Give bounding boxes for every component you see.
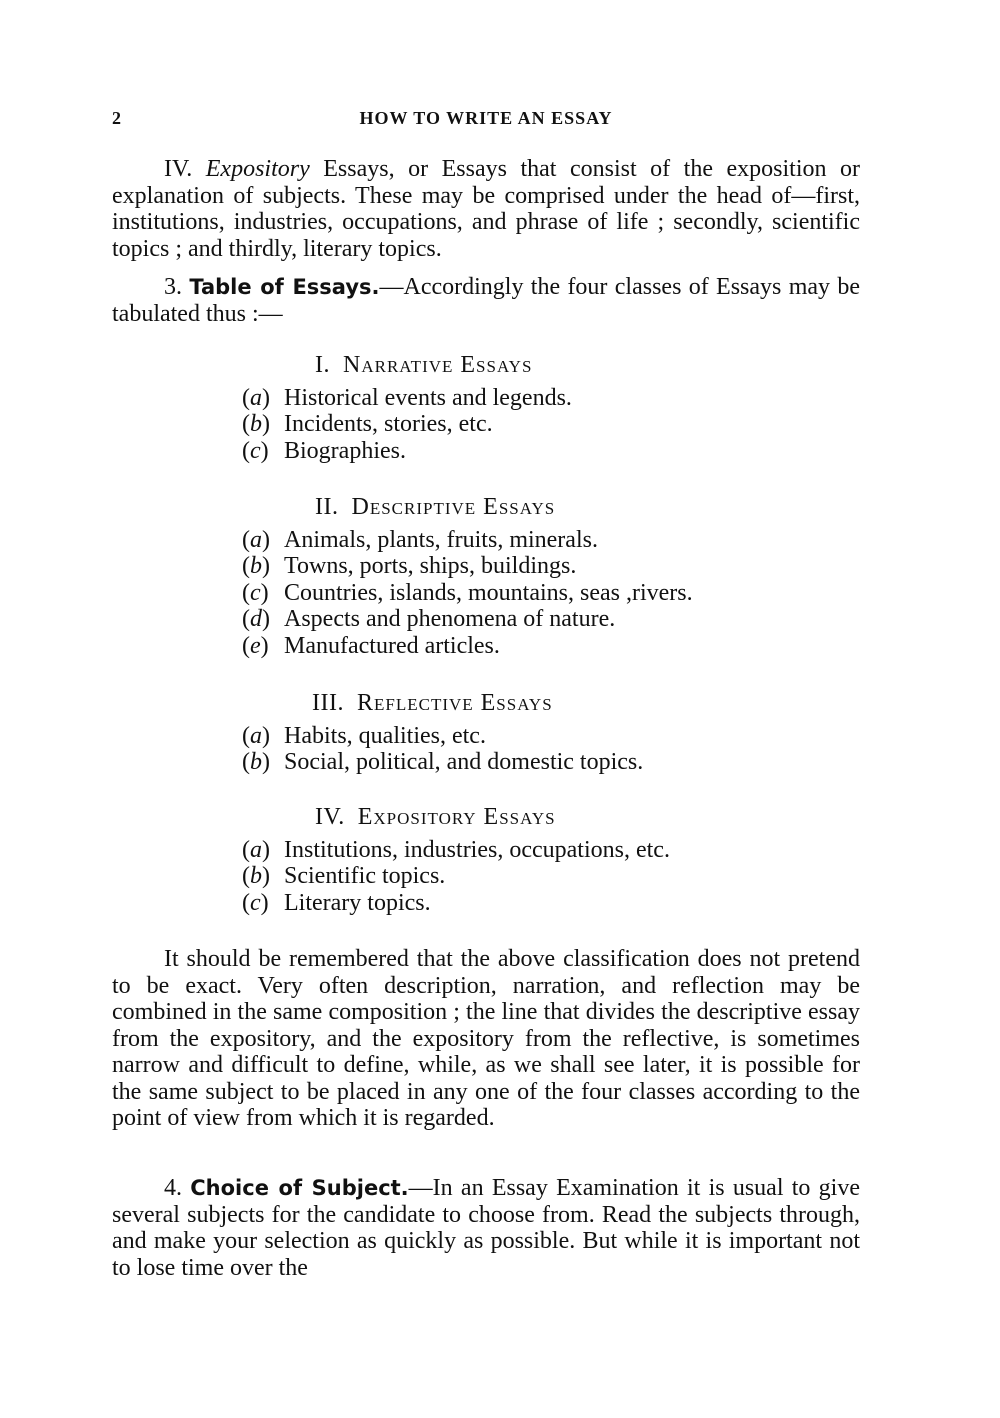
list-item: (d) Aspects and phenomena of nature. (242, 606, 616, 632)
list-item: (c) Biographies. (242, 437, 406, 464)
section-heading: Choice of Subject. (190, 1176, 409, 1200)
list-item: (c) Literary topics. (242, 889, 431, 916)
class-numeral: I. (315, 352, 330, 378)
item-letter: a (250, 526, 262, 553)
list-item: (b) Scientific topics. (242, 863, 446, 889)
class-term: Expository (205, 156, 310, 182)
essay-class-descriptive (242, 494, 842, 659)
page-number: 2 (112, 108, 122, 128)
section-number: 4. (164, 1175, 182, 1201)
item-letter: b (250, 863, 262, 889)
item-letter: b (250, 411, 262, 437)
item-letter: c (250, 579, 261, 606)
essay-class-narrative (242, 352, 842, 464)
item-letter: a (250, 384, 262, 411)
paragraph-text: Essays, or Essays that consist of the exposition or explanation of subjects. These may be comprised under the head of—first, institutions, industries, occupations, and phrase of life ; secondly, scientific topics ; and thirdly, literary topics. (112, 156, 860, 262)
list-item: (b) Social, political, and domestic topics. (242, 749, 644, 775)
section-heading: Table of Essays. (189, 275, 380, 299)
class-numeral: III. (312, 690, 344, 716)
list-item: (a) Habits, qualities, etc. (242, 722, 486, 749)
item-letter: c (250, 889, 261, 916)
class-heading (242, 494, 842, 521)
item-text: Animals, plants, fruits, minerals. (284, 526, 598, 553)
item-text: Incidents, stories, etc. (284, 411, 493, 437)
running-title: HOW TO WRITE AN ESSAY (359, 108, 613, 128)
list-item: (c) Countries, islands, mountains, seas ,rivers. (242, 579, 693, 606)
item-letter: a (250, 836, 262, 863)
list-item: (a) Animals, plants, fruits, minerals. (242, 526, 598, 553)
class-title: Reflective Essays (356, 690, 553, 716)
running-head (112, 108, 860, 132)
paragraph-text: —In an Essay Examination it is usual to give several subjects for the candidate to choose from. Read the subjects through, and make your selection as quickly as possible. But while it is important not to lose time over the (112, 1175, 861, 1281)
item-text: Towns, ports, ships, buildings. (284, 553, 577, 579)
item-text: Manufactured articles. (284, 632, 500, 659)
list-item: (b) Towns, ports, ships, buildings. (242, 553, 577, 579)
class-title: Expository Essays (357, 804, 556, 830)
section-3-paragraph (112, 274, 860, 327)
item-text: Habits, qualities, etc. (284, 722, 486, 749)
item-text: Institutions, industries, occupations, etc. (284, 836, 670, 863)
class-heading (242, 352, 842, 379)
item-text: Literary topics. (284, 889, 431, 916)
paragraph-text: It should be remembered that the above classification does not pretend to be exact. Very often description, narration, and reflection may be combined in the same composition ; the line that divides the descriptive essay from the expository, and the expository from the reflective, is sometimes narrow and difficult to define, while, as we shall see later, it is possible for the same subject to be placed in any one of the four classes according to the point of view from which it is regarded. (112, 946, 860, 1131)
list-item: (e) Manufactured articles. (242, 632, 500, 659)
class-numeral: IV. (164, 156, 193, 182)
item-text: Countries, islands, mountains, seas ,rivers. (284, 579, 693, 606)
list-item: (a) Institutions, industries, occupations, etc. (242, 836, 670, 863)
list-item: (b) Incidents, stories, etc. (242, 411, 493, 437)
item-text: Historical events and legends. (284, 384, 572, 411)
class-title: Narrative Essays (343, 352, 533, 378)
item-letter: a (250, 722, 262, 749)
item-text: Social, political, and domestic topics. (284, 749, 644, 775)
item-letter: e (250, 632, 261, 659)
essay-class-reflective (242, 690, 842, 776)
item-text: Biographies. (284, 437, 406, 464)
class-numeral: IV. (315, 804, 345, 830)
item-text: Aspects and phenomena of nature. (284, 606, 616, 632)
paragraph-expository-definition (112, 156, 860, 262)
list-item: (a) Historical events and legends. (242, 384, 572, 411)
item-letter: c (250, 437, 261, 464)
item-text: Scientific topics. (284, 863, 446, 889)
class-heading (242, 690, 842, 717)
essay-class-expository (242, 804, 842, 916)
paragraph-text: —Accordingly the four classes of Essays may be tabulated thus :— (112, 274, 861, 327)
item-letter: b (250, 749, 262, 775)
section-4-paragraph (112, 1175, 860, 1281)
class-heading (242, 804, 842, 831)
item-letter: d (250, 606, 262, 632)
paragraph-classification-remark (112, 946, 860, 1132)
item-letter: b (250, 553, 262, 579)
class-title: Descriptive Essays (351, 494, 556, 520)
class-numeral: II. (315, 494, 339, 520)
section-number: 3. (164, 274, 182, 300)
